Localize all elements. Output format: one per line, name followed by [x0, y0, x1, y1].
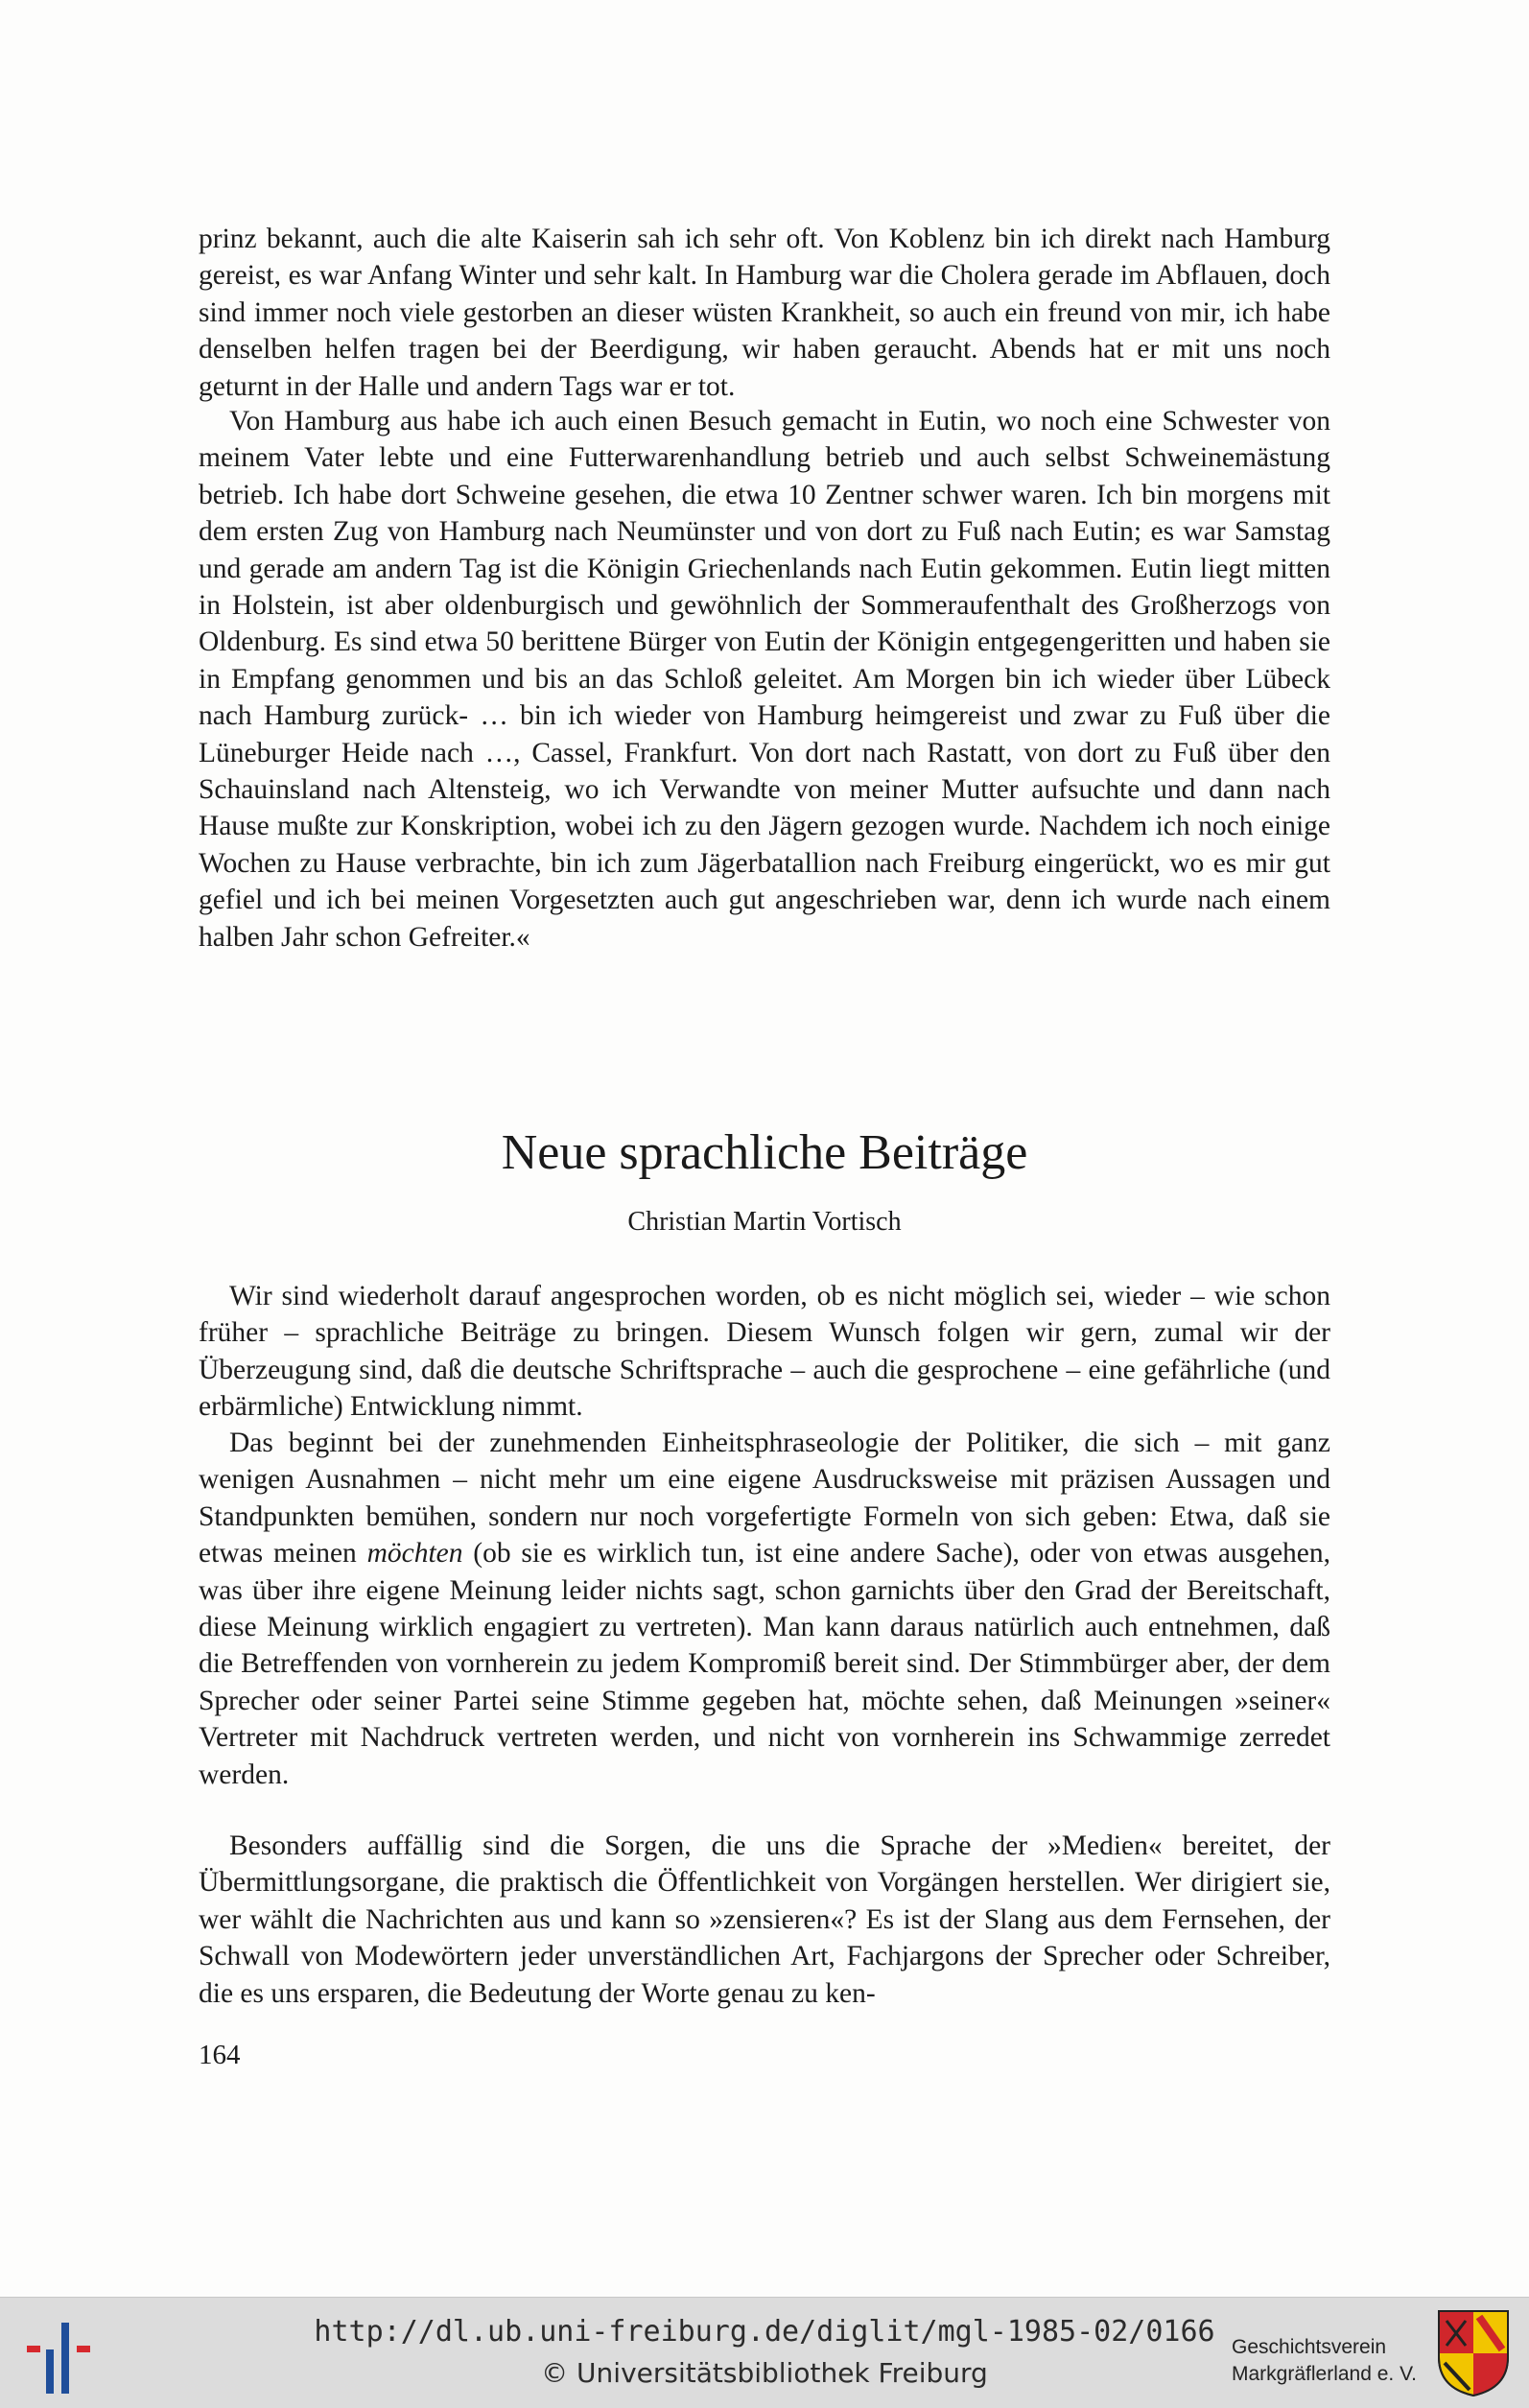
- footer-bar: [0, 2297, 1529, 2408]
- paragraph: Wir sind wiederholt darauf angesprochen worden, ob es nicht möglich sei, wieder – wie schon früher – sprachliche Beiträge zu bringen. Diesem Wunsch folgen wir gern, zumal wir der Überzeugung sind, daß die deutsche Schriftsprache – auch die gesprochene – eine gefährliche (und erbärmliche) Entwicklung nimmt.: [199, 1281, 1330, 1423]
- paragraph: Von Hamburg aus habe ich auch einen Besuch gemacht in Eutin, wo noch eine Schwester von meinem Vater lebte und eine Futterwarenhandlung betrieb und auch selbst Schweinemästung betrieb. Ich habe dort Schweine gesehen, die etwa 10 Zentner schwer waren. Ich bin morgens mit dem ersten Zug von Hamburg nach Neumünster und von dort zu Fuß nach Eutin; es war Samstag und gerade am andern Tag ist die Königin Griechenlands nach Eutin gekommen. Eutin liegt mitten in Holstein, ist aber oldenburgisch und gewöhnlich der Sommeraufenthalt des Großherzogs von Oldenburg. Es sind etwa 50 berittene Bürger von Eutin der Königin entgegengeritten und haben sie in Empfang genommen und bis an das Schloß geleitet. Am Morgen bin ich wieder über Lübeck nach Hamburg zurück- … bin ich wieder von Hamburg heimgereist und zwar zu Fuß über die Lüneburger Heide nach …, Cassel, Frankfurt. Von dort nach Rastatt, von dort zu Fuß über den Schauinsland nach Altensteig, wo ich Verwandte von meiner Mutter aufsuchte und dann nach Hause mußte zur Konskription, wobei ich zu den Jägern gezogen wurde. Nachdem ich noch einige Wochen zu Hause verbrachte, bin ich zum Jägerbatallion nach Freiburg eingerückt, wo es mir gut gefiel und ich bei meinen Vorgesetzten auch gut angeschrieben war, denn ich wurde nach einem halben Jahr schon Gefreiter.«: [199, 406, 1330, 953]
- page-number: 164: [199, 2040, 241, 2070]
- paragraph: [199, 1425, 1330, 1793]
- society-name-line: Geschichtsverein: [1232, 2336, 1387, 2358]
- italic-word: möchten: [366, 1538, 463, 1570]
- paragraph-text: Das beginnt bei der zunehmenden Einheitsphraseologie der Politiker, die sich – mit ganz wenigen Ausnahmen – nicht mehr um eine eigene Ausdrucksweise mit präzisen Aussagen und Standpunkten bemühen, sondern nur noch vorgefertigte Formeln von sich geben: Etwa, daß sie etwas meinen: [199, 1428, 1330, 1570]
- society-name-line: Markgräflerland e. V.: [1232, 2363, 1417, 2385]
- permalink-url[interactable]: http://dl.ub.uni-freiburg.de/diglit/mgl-1985-02/0166: [314, 2315, 1215, 2349]
- coat-of-arms-icon[interactable]: [1435, 2307, 1512, 2399]
- section-heading: Neue sprachliche Beiträge: [501, 1125, 1028, 1180]
- author-name: Christian Martin Vortisch: [627, 1207, 902, 1237]
- society-name[interactable]: [1232, 2334, 1423, 2388]
- paragraph-text: (ob sie es wirklich tun, ist eine andere Sache), oder von etwas ausgehen, was über ihre eigene Meinung leider nichts sagt, schon garnichts über den Grad der Bereitschaft, diese Meinung wirklich engagiert zu vertreten). Man kann daraus natürlich auch entnehmen, daß die Betreffenden von vornherein zu jedem Kompromiß bereit sind. Der Stimmbürger aber, der dem Sprecher oder seiner Partei seine Stimme gegeben hat, möchte sehen, daß Meinungen »seiner« Vertreter mit Nachdruck vertreten werden, und nicht von vornherein ins Schwammige zerredet werden.: [199, 1538, 1331, 1790]
- paragraph: Besonders auffällig sind die Sorgen, die uns die Sprache der »Medien« bereitet, der Übermittlungsorgane, die praktisch die Öffentlichkeit von Vorgängen herstellen. Wer dirigiert sie, wer wählt die Nachrichten aus und kann so »zensieren«? Es ist der Slang aus dem Fernsehen, der Schwall von Modewörtern jeder unverständlichen Art, Fachjargons der Sprecher oder Schreiber, die es uns ersparen, die Bedeutung der Worte genau zu ken-: [199, 1830, 1330, 2009]
- copyright-notice: © Universitätsbibliothek Freiburg: [541, 2357, 988, 2389]
- paragraph: prinz bekannt, auch die alte Kaiserin sah ich sehr oft. Von Koblenz bin ich direkt nach Hamburg gereist, es war Anfang Winter und sehr kalt. In Hamburg war die Cholera gerade im Abflauen, doch sind immer noch viele gestorben an dieser wüsten Krankheit, so auch ein freund von mir, ich habe denselben helfen tragen bei der Beerdigung, wir haben geraucht. Abends hat er mit uns noch geturnt in der Halle und andern Tags war er tot.: [199, 224, 1330, 402]
